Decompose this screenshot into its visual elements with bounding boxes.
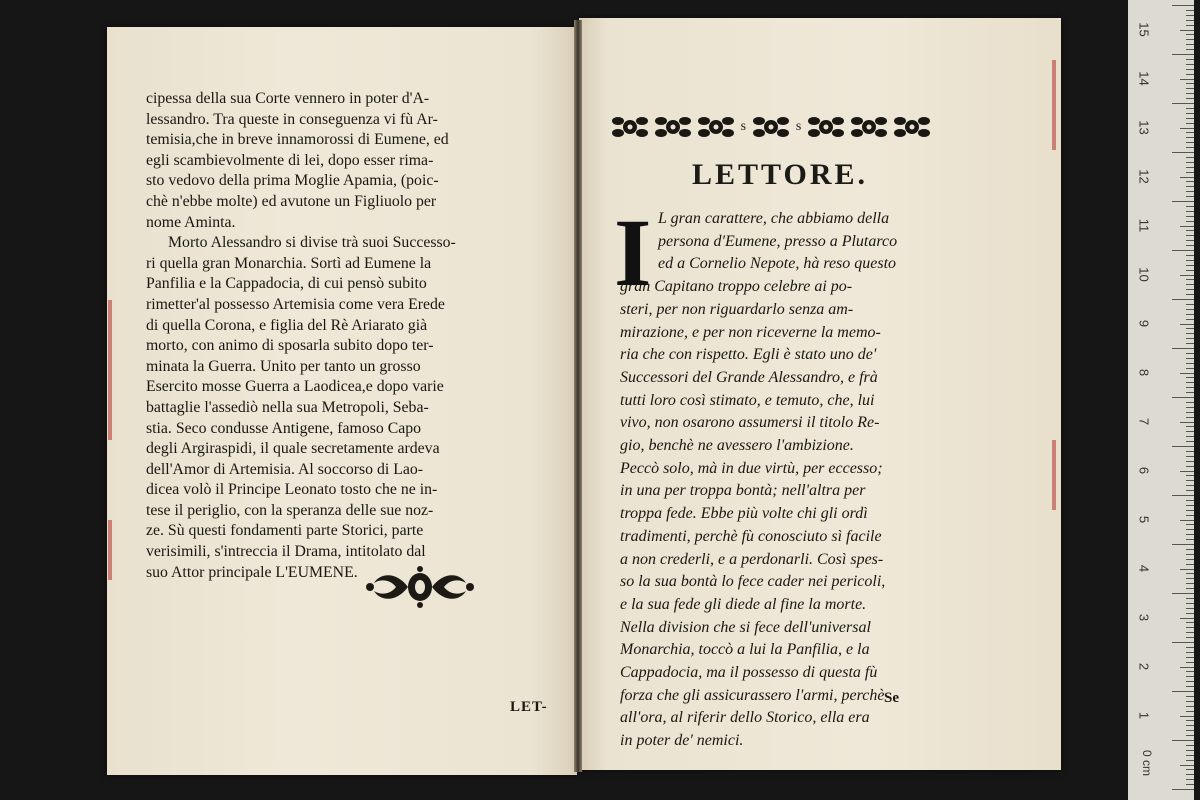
ruler-tick (1172, 593, 1194, 594)
ruler-tick (1172, 348, 1194, 349)
ruler-tick (1186, 83, 1194, 84)
text-line: morto, con animo di sposarla subito dopo ter- (146, 337, 434, 355)
ruler-tick (1186, 750, 1194, 751)
ruler-tick (1186, 15, 1194, 16)
ruler-tick (1186, 377, 1194, 378)
ruler-tick (1186, 230, 1194, 231)
ruler-number: 10 (1136, 267, 1152, 282)
ruler-tick (1186, 279, 1194, 280)
fleuron-icon (808, 112, 844, 142)
text-line: steri, per non riguardarlo senza am- (620, 300, 854, 318)
ruler-tick (1186, 505, 1194, 506)
ruler-tick (1186, 108, 1194, 109)
ruler-tick (1180, 716, 1194, 717)
ruler-tick (1186, 539, 1194, 540)
ruler-tick (1186, 725, 1194, 726)
text-line: ed a Cornelio Nepote, hà reso questo (658, 255, 897, 273)
red-edge-stain (1052, 60, 1056, 150)
right-page-text (620, 208, 932, 753)
fleuron-icon (851, 112, 887, 142)
ruler-tick (1186, 441, 1194, 442)
ruler-tick (1186, 534, 1194, 535)
ruler-tick (1186, 769, 1194, 770)
ruler-tick (1186, 382, 1194, 383)
ruler-tick (1180, 177, 1194, 178)
ruler-tick (1186, 353, 1194, 354)
text-line: stia. Seco condusse Antigene, famoso Capo (146, 419, 422, 437)
text-line: Monarchia, toccò a lui la Panfilia, e la (620, 641, 870, 659)
ruler-tick (1186, 142, 1194, 143)
ruler-tick (1186, 74, 1194, 75)
text-line: verisimili, s'intreccia il Drama, intitolato dal (146, 543, 426, 561)
ruler-tick (1172, 642, 1194, 643)
ruler-tick (1186, 412, 1194, 413)
ruler-tick (1186, 490, 1194, 491)
ruler-tick (1172, 397, 1194, 398)
ruler-tick (1186, 113, 1194, 114)
ruler-tick (1186, 559, 1194, 560)
ruler-tick (1186, 608, 1194, 609)
text-line: battaglie l'assediò nella sua Metropoli, Seba- (146, 398, 429, 416)
ruler-tick (1186, 338, 1194, 339)
text-line: ria che con rispetto. Egli è stato uno de' (620, 346, 877, 364)
ruler-tick (1172, 54, 1194, 55)
ruler-tick (1186, 39, 1194, 40)
ruler-tick (1186, 402, 1194, 403)
ruler-unit: 0 cm (1140, 749, 1155, 777)
ruler-tick (1186, 755, 1194, 756)
ruler-number: 15 (1136, 22, 1152, 37)
ruler-tick (1186, 167, 1194, 168)
ruler-tick (1186, 162, 1194, 163)
ruler-tick (1186, 671, 1194, 672)
ruler-tick (1186, 431, 1194, 432)
ruler-tick (1180, 30, 1194, 31)
left-page-text (146, 89, 558, 583)
text-line: tese il periglio, con la speranza delle sue noz- (146, 501, 434, 519)
ruler-tick (1186, 304, 1194, 305)
ruler-tick (1186, 333, 1194, 334)
ruler-tick (1186, 206, 1194, 207)
ruler-tick (1186, 157, 1194, 158)
fleuron-icon (753, 112, 789, 142)
text-line: ri quella gran Monarchia. Sortì ad Eumene la (146, 254, 432, 272)
ruler-tick (1180, 520, 1194, 521)
ruler-number: 6 (1136, 466, 1152, 475)
ruler-tick (1172, 789, 1194, 790)
catchword: LET- (510, 699, 548, 715)
ruler-tick (1186, 88, 1194, 89)
text-line: sto vedovo della prima Moglie Apamia, (poic- (146, 172, 439, 190)
ruler-tick (1186, 681, 1194, 682)
ruler-tick (1186, 147, 1194, 148)
ruler-tick (1172, 103, 1194, 104)
text-line: gran Capitano troppo celebre ai po- (620, 278, 853, 296)
ruler-tick (1186, 216, 1194, 217)
ruler-tick (1180, 618, 1194, 619)
ruler-number: 1 (1136, 711, 1152, 720)
red-edge-stain (108, 300, 112, 440)
ruler-tick (1186, 686, 1194, 687)
ruler-tick (1186, 221, 1194, 222)
ruler-tick (1186, 294, 1194, 295)
ruler-tick (1186, 211, 1194, 212)
text-line: Morto Alessandro si divise trà suoi Successo- (168, 234, 456, 252)
ruler-tick (1186, 172, 1194, 173)
ruler-tick (1172, 544, 1194, 545)
ruler-tick (1186, 720, 1194, 721)
ruler-number: 7 (1136, 417, 1152, 426)
ruler-tick (1186, 245, 1194, 246)
ruler-tick (1186, 191, 1194, 192)
ruler-tick (1186, 613, 1194, 614)
text-line: suo Attor principale L'EUMENE. (146, 563, 358, 581)
drop-cap: I (614, 199, 652, 306)
red-edge-stain (108, 520, 112, 580)
ruler-number: 2 (1136, 662, 1152, 671)
catchword: Se (884, 690, 899, 706)
ruler-tick (1186, 598, 1194, 599)
ruler-tick (1186, 578, 1194, 579)
ruler-tick (1186, 358, 1194, 359)
text-line: Cappadocia, ma il possesso di questa fù (620, 664, 878, 682)
ruler-tick (1186, 627, 1194, 628)
ruler-tick (1186, 417, 1194, 418)
ruler-tick (1186, 49, 1194, 50)
ruler-tick (1180, 569, 1194, 570)
ruler-tick (1186, 363, 1194, 364)
ruler-tick (1186, 328, 1194, 329)
ruler-tick (1186, 475, 1194, 476)
text-line: di quella Corona, e figlia del Rè Ariarato già (146, 316, 428, 334)
ruler-tick (1186, 461, 1194, 462)
ruler-tick (1186, 123, 1194, 124)
text-line: Nella division che si fece dell'universal (620, 618, 871, 636)
ruler-tick (1180, 471, 1194, 472)
ruler-tick (1186, 647, 1194, 648)
text-line: persona d'Eumene, presso a Plutarco (658, 232, 898, 250)
text-line: all'ora, al riferir dello Storico, ella era (620, 709, 870, 727)
ruler-tick (1186, 696, 1194, 697)
ruler-tick (1186, 10, 1194, 11)
ruler-tick (1172, 201, 1194, 202)
ruler-tick (1186, 186, 1194, 187)
ornament-letter: s (795, 119, 802, 134)
ruler-tick (1186, 44, 1194, 45)
ruler-tick (1186, 466, 1194, 467)
text-line: dicea volò il Principe Leonato tosto che ne in- (146, 481, 438, 499)
ruler-tick (1186, 196, 1194, 197)
ruler-tick (1172, 250, 1194, 251)
ruler-number: 5 (1136, 515, 1152, 524)
ruler-tick (1186, 240, 1194, 241)
ruler-tick (1180, 128, 1194, 129)
ruler-tick (1186, 265, 1194, 266)
ruler-tick (1186, 392, 1194, 393)
text-line: ze. Sù questi fondamenti parte Storici, parte (146, 522, 424, 540)
ruler-tick (1186, 735, 1194, 736)
text-line: cipessa della sua Corte vennero in poter d'A- (146, 90, 430, 107)
ruler-tick (1186, 270, 1194, 271)
ruler-tick (1186, 255, 1194, 256)
ruler-tick (1186, 603, 1194, 604)
ruler-tick (1186, 524, 1194, 525)
ruler-tick (1186, 181, 1194, 182)
text-line: a non crederli, e a perdonarli. Così spes- (620, 550, 884, 568)
ruler-tick (1186, 319, 1194, 320)
fleuron-icon (698, 112, 734, 142)
ruler-tick (1186, 59, 1194, 60)
ruler-tick (1172, 299, 1194, 300)
text-line: mirazione, e per non riceverne la memo- (620, 323, 881, 341)
ruler-tick (1172, 691, 1194, 692)
headpiece-ornament (612, 110, 930, 144)
ruler-tick (1186, 549, 1194, 550)
ruler-tick (1186, 456, 1194, 457)
ruler-tick (1186, 480, 1194, 481)
ruler-tick (1186, 260, 1194, 261)
ruler-tick (1186, 485, 1194, 486)
ruler-tick (1186, 652, 1194, 653)
ruler-tick (1186, 774, 1194, 775)
ruler-tick (1186, 622, 1194, 623)
ruler-number: 11 (1136, 218, 1152, 233)
ruler-tick (1186, 426, 1194, 427)
ruler-tick (1186, 554, 1194, 555)
ruler-tick (1186, 368, 1194, 369)
text-line: chè n'ebbe molte) ed avutone un Figliuolo per (146, 192, 437, 210)
ruler-tick (1186, 637, 1194, 638)
ruler-tick (1186, 235, 1194, 236)
ruler-tick (1186, 510, 1194, 511)
ruler-number: 12 (1136, 169, 1152, 184)
ruler-tick (1186, 784, 1194, 785)
ruler-tick (1186, 706, 1194, 707)
ruler-tick (1186, 730, 1194, 731)
ruler-tick (1186, 760, 1194, 761)
text-line: Panfilia e la Cappadocia, di cui pensò subito (146, 275, 427, 293)
text-line: temisia,che in breve innamorossi di Eumene, ed (146, 131, 449, 149)
text-line: Successori del Grande Alessandro, e frà (620, 368, 878, 386)
ruler-tick (1186, 676, 1194, 677)
text-line: tradimenti, perchè fù conosciuto sì facile (620, 527, 882, 545)
ruler-tick (1186, 64, 1194, 65)
ruler-tick (1186, 500, 1194, 501)
ruler-tick (1186, 632, 1194, 633)
fleuron-icon (655, 112, 691, 142)
ruler-number: 4 (1136, 564, 1152, 573)
ruler-tick (1186, 137, 1194, 138)
ruler-tick (1186, 515, 1194, 516)
text-line: L gran carattere, che abbiamo della (658, 210, 890, 227)
ruler-tick (1186, 588, 1194, 589)
text-line: troppa fede. Ebbe più volte chi gli ordì (620, 505, 868, 523)
ruler-tick (1186, 745, 1194, 746)
ruler-tick (1180, 667, 1194, 668)
text-line: gio, benchè ne avessero l'ambizione. (620, 437, 854, 455)
ruler-tick (1186, 98, 1194, 99)
page-heading: LETTORE. (691, 158, 868, 191)
ruler-tick (1172, 495, 1194, 496)
ruler-tick (1186, 289, 1194, 290)
ruler-tick (1186, 314, 1194, 315)
ruler-number: 8 (1136, 368, 1152, 377)
text-line: minata la Guerra. Unito per tanto un grosso (146, 357, 421, 375)
ruler-tick (1186, 711, 1194, 712)
ruler-tick (1172, 152, 1194, 153)
ruler-tick (1186, 25, 1194, 26)
ruler-number: 9 (1136, 319, 1152, 328)
text-line: vivo, non osarono assumersi il titolo Re- (620, 414, 880, 432)
ruler-tick (1180, 373, 1194, 374)
ruler-tick (1186, 583, 1194, 584)
flourish-ornament-icon (366, 565, 474, 609)
ruler-tick (1186, 20, 1194, 21)
ruler-tick (1186, 93, 1194, 94)
ornament-letter: s (740, 119, 747, 134)
ruler-tick (1180, 226, 1194, 227)
ruler-tick (1186, 529, 1194, 530)
ruler-tick (1180, 422, 1194, 423)
ruler-tick (1172, 446, 1194, 447)
ruler-tick (1186, 436, 1194, 437)
ruler-number: 14 (1136, 71, 1152, 86)
ruler-tick (1186, 573, 1194, 574)
text-line: Peccò solo, mà in due virtù, per eccesso; (620, 459, 883, 477)
measurement-ruler (1128, 0, 1194, 800)
ruler-tick (1186, 309, 1194, 310)
book-gutter (574, 20, 582, 772)
ruler-tick (1186, 118, 1194, 119)
ruler-tick (1186, 564, 1194, 565)
text-line: egli scambievolmente di lei, dopo esser rima- (146, 151, 434, 169)
ruler-tick (1172, 740, 1194, 741)
text-line: nome Aminta. (146, 213, 236, 231)
fleuron-icon (612, 112, 648, 142)
ruler-tick (1180, 79, 1194, 80)
ruler-tick (1186, 69, 1194, 70)
ruler-tick (1186, 657, 1194, 658)
ruler-number: 13 (1136, 120, 1152, 135)
ruler-tick (1186, 407, 1194, 408)
text-line: in poter de' nemici. (620, 732, 744, 750)
ruler-number: 3 (1136, 613, 1152, 622)
ruler-tick (1186, 284, 1194, 285)
text-line: tutti loro così stimato, e temuto, che, lui (620, 391, 875, 409)
text-line: in una per troppa bontà; nell'altra per (620, 482, 866, 500)
text-line: so la sua bontà lo fece cader nei pericoli, (620, 573, 886, 591)
text-line: dell'Amor di Artemisia. Al soccorso di Lao- (146, 460, 424, 478)
ruler-tick (1186, 701, 1194, 702)
text-line: rimetter'al possesso Artemisia come vera Erede (146, 295, 445, 313)
ruler-tick (1186, 34, 1194, 35)
ruler-tick (1186, 132, 1194, 133)
ruler-tick (1180, 275, 1194, 276)
text-line: degli Argiraspidi, il quale secretamente ardeva (146, 440, 440, 458)
ruler-tick (1186, 451, 1194, 452)
text-line: lessandro. Tra queste in conseguenza vi fù Ar- (146, 110, 438, 128)
text-line: forza che gli assicurassero l'armi, perchè (620, 686, 885, 704)
ruler-tick (1172, 5, 1194, 6)
ruler-tick (1180, 324, 1194, 325)
fleuron-icon (894, 112, 930, 142)
ruler-tick (1180, 765, 1194, 766)
text-line: e la sua fede gli diede al fine la morte. (620, 595, 867, 613)
ruler-tick (1186, 343, 1194, 344)
ruler-tick (1186, 387, 1194, 388)
text-line: Esercito mosse Guerra a Laodicea,e dopo varie (146, 378, 444, 396)
ruler-tick (1186, 779, 1194, 780)
ruler-tick (1186, 662, 1194, 663)
red-edge-stain (1052, 440, 1056, 510)
